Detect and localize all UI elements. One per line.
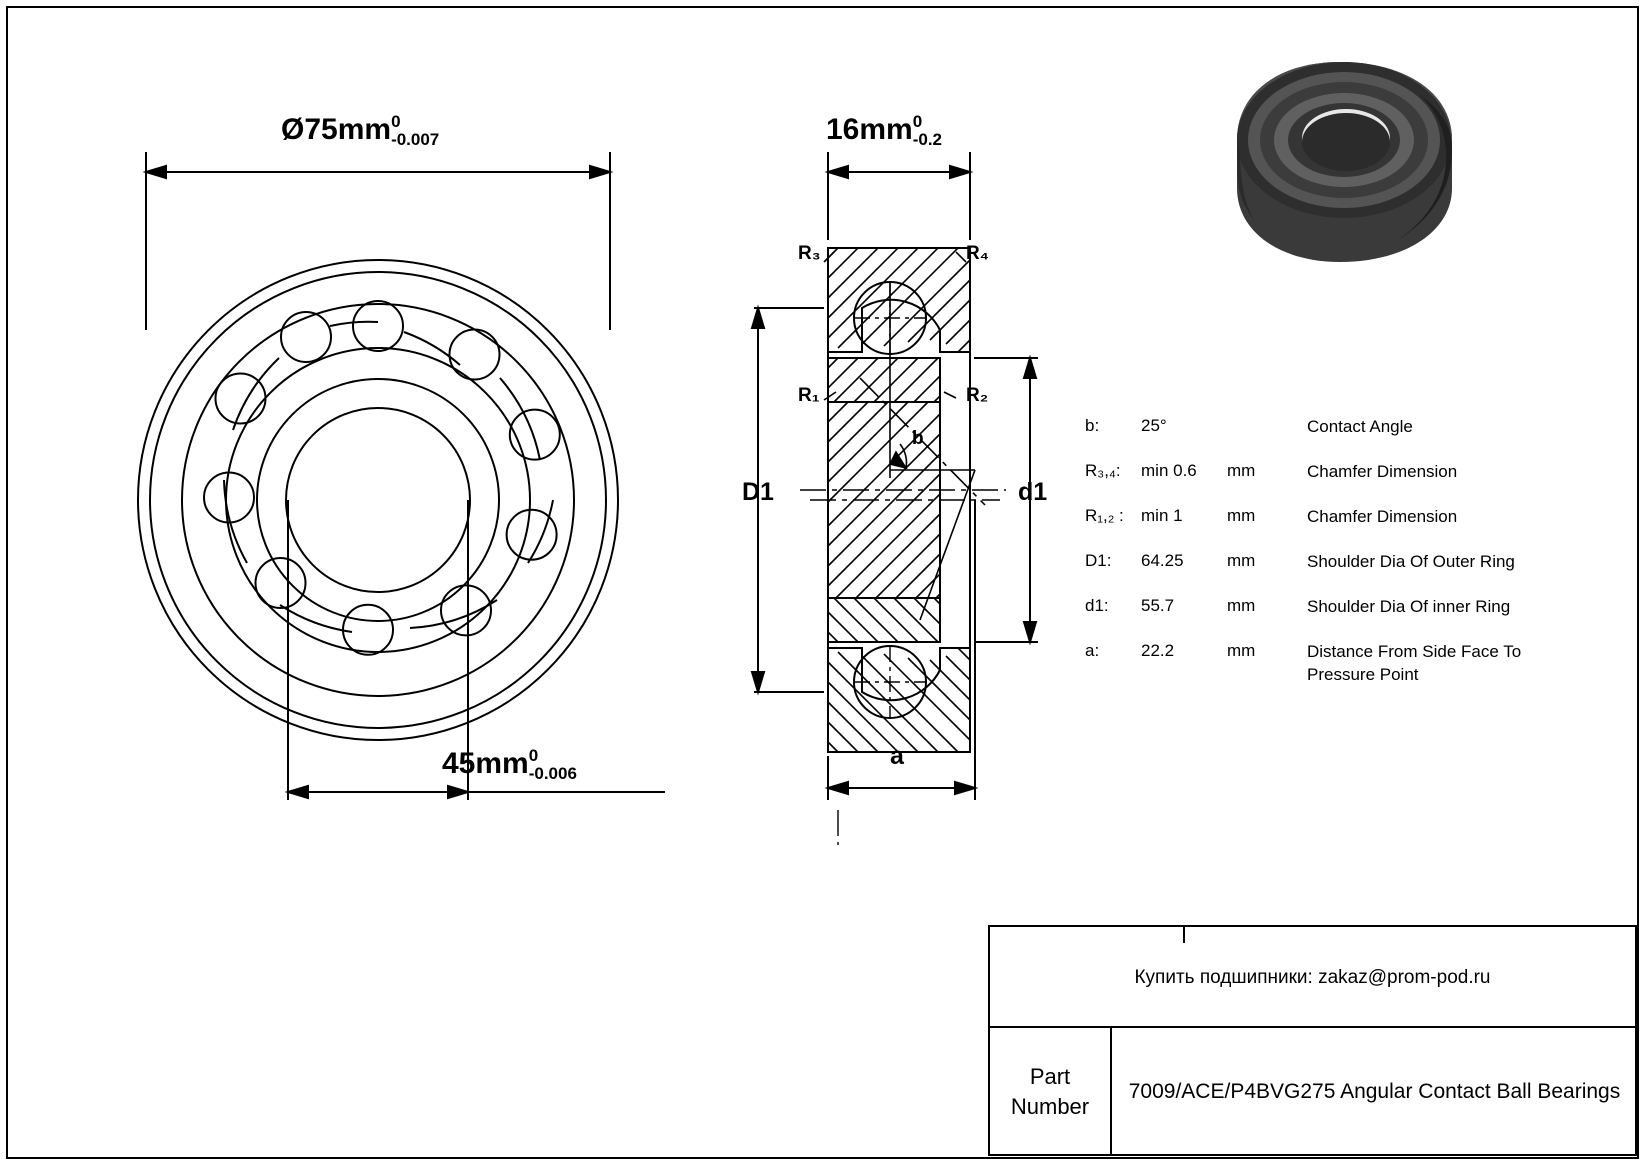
spec-unit: mm	[1227, 550, 1256, 570]
spec-symbol: d1:	[1085, 595, 1109, 615]
spec-symbol: D1:	[1085, 550, 1112, 570]
spec-description: Contact Angle	[1307, 417, 1413, 436]
od-dimension-label	[281, 113, 439, 149]
width-tolerance: 0 -0.2	[912, 112, 943, 150]
callout-a: a	[890, 742, 904, 770]
part-label-line1: Part	[1029, 1064, 1071, 1090]
bore-value: 45mm	[442, 747, 529, 780]
part-label-line2: Number	[1010, 1094, 1090, 1119]
width-dimension-label	[826, 113, 942, 149]
spec-value: 55.7	[1141, 595, 1175, 615]
title-block-note-row	[990, 927, 1635, 1028]
spec-row	[1085, 495, 1565, 540]
spec-row	[1085, 405, 1565, 450]
contact-note: Купить подшипники: zakaz@prom-pod.ru	[1134, 967, 1491, 988]
spec-description: Shoulder Dia Of inner Ring	[1307, 596, 1511, 616]
specification-table	[1085, 405, 1565, 698]
spec-row	[1085, 585, 1565, 630]
title-block-tick	[1183, 927, 1185, 943]
spec-value: 25°	[1141, 416, 1167, 435]
spec-symbol: R₁,₂ :	[1085, 505, 1124, 525]
callout-r3: R₃	[798, 243, 821, 264]
spec-description: Distance From Side Face To Pressure Point	[1307, 641, 1522, 684]
spec-value: 64.25	[1141, 550, 1184, 570]
callout-D1: D1	[742, 478, 774, 506]
callout-r4: R₄	[966, 243, 989, 264]
spec-row	[1085, 630, 1565, 698]
spec-symbol: b:	[1085, 416, 1100, 435]
spec-symbol: R₃,₄:	[1085, 460, 1121, 480]
width-value: 16mm	[826, 113, 913, 146]
spec-unit: mm	[1227, 460, 1256, 480]
spec-unit: mm	[1227, 640, 1256, 660]
spec-unit: mm	[1227, 595, 1256, 615]
spec-symbol: a:	[1085, 640, 1100, 660]
spec-unit	[1227, 405, 1307, 450]
callout-contact-angle: b	[912, 428, 924, 449]
callout-r1: R₁	[798, 385, 820, 406]
spec-value: min 0.6	[1141, 460, 1197, 480]
bore-dimension-label	[442, 747, 577, 783]
part-number-value: 7009/ACE/P4BVG275 Angular Contact Ball Bearings	[1128, 1080, 1621, 1103]
spec-unit: mm	[1227, 505, 1256, 525]
od-tolerance: 0 -0.007	[391, 112, 440, 150]
part-number-label	[990, 1028, 1112, 1156]
spec-description: Chamfer Dimension	[1307, 506, 1458, 526]
spec-row	[1085, 450, 1565, 495]
callout-r2: R₂	[966, 385, 989, 406]
spec-description: Chamfer Dimension	[1307, 461, 1458, 481]
spec-value: min 1	[1141, 505, 1183, 525]
callout-d1: d1	[1018, 478, 1048, 506]
title-block	[988, 925, 1637, 1156]
spec-row	[1085, 540, 1565, 585]
spec-description: Shoulder Dia Of Outer Ring	[1307, 551, 1515, 571]
spec-value: 22.2	[1141, 640, 1175, 660]
title-block-part-row	[990, 1028, 1635, 1156]
bore-tolerance: 0 -0.006	[528, 746, 577, 784]
od-value: Ø75mm	[281, 113, 392, 146]
